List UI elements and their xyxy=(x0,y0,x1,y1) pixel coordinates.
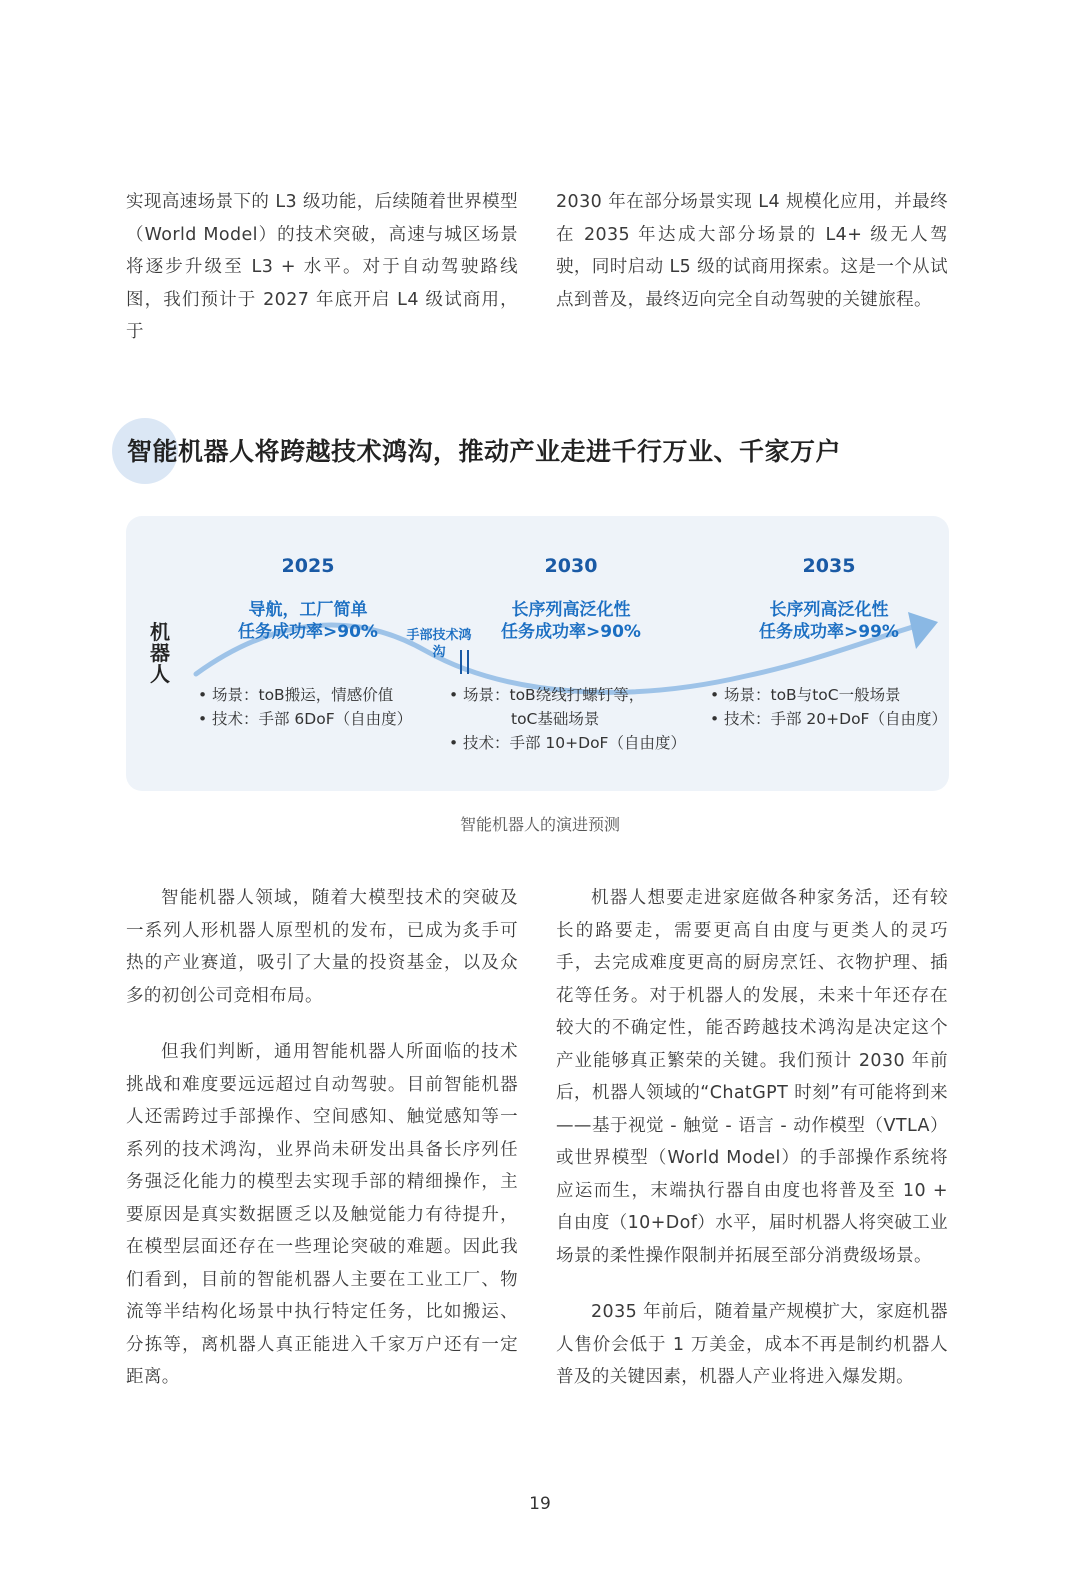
paragraph: 但我们判断，通用智能机器人所面临的技术挑战和难度要远远超过自动驾驶。目前智能机器人还需跨过手部操作、空间感知、触觉感知等一系列的技术鸿沟，业界尚未研发出具备长序列任务强泛化能力的模型去实现手部的精细操作，主要原因是真实数据匮乏以及触觉能力有待提升，在模型层面还存在一些理论突破的难题。因此我们看到，目前的智能机器人主要在工业工厂、物流等半结构化场景中执行特定任务，比如搬运、分拣等，离机器人真正能进入千家万户还有一定距离。 xyxy=(126,1042,518,1387)
stage-details xyxy=(198,683,412,731)
paragraph: 2030 年在部分场景实现 L4 规模化应用，并最终在 2035 年达成大部分场景的 L4+ 级无人驾驶，同时启动 L5 级的试商用探索。这是一个从试点到普及，最终迈向完全自动驾驶的关键旅程。 xyxy=(556,192,948,310)
section-heading xyxy=(112,418,1012,484)
scene-item-continued: toC基础场景 xyxy=(511,710,600,728)
paragraph: 智能机器人领域，随着大模型技术的突破及一系列人形机器人原型机的发布，已成为炙手可热的产业赛道，吸引了大量的投资基金，以及众多的初创公司竞相布局。 xyxy=(126,888,518,1006)
scene-item: • 场景：toB与toC一般场景 xyxy=(710,683,947,707)
stage-details xyxy=(710,683,947,731)
goal-line: 任务成功率>99% xyxy=(759,622,899,642)
stage-details xyxy=(449,683,686,755)
bottom-left-text xyxy=(126,882,518,1394)
goal-line: 任务成功率>90% xyxy=(501,622,641,642)
bottom-right-text xyxy=(556,882,948,1394)
figure-caption: 智能机器人的演进预测 xyxy=(459,815,620,834)
paragraph: 机器人想要走进家庭做各种家务活，还有较长的路要走，需要更高自由度与更类人的灵巧手，去完成难度更高的厨房烹饪、衣物护理、插花等任务。对于机器人的发展，未来十年还存在较大的不确定性，能否跨越技术鸿沟是决定这个产业能够真正繁荣的关键。我们预计 2030 年前后，机器人领域的“ChatGPT 时刻”有可能将到来——基于视觉 - 触觉 - 语言 - 动作模型（VTLA）或世界模型（World Model）的手部操作系统将应运而生，末端执行器自由度也将普及至 10 + 自由度（10+Dof）水平，届时机器人将突破工业场景的柔性操作限制并拓展至部分消费级场景。 xyxy=(556,888,948,1266)
goal-line: 长序列高泛化性 xyxy=(769,600,889,620)
stage-goal xyxy=(451,599,691,643)
year-label: 2035 xyxy=(802,555,856,577)
paragraph: 实现高速场景下的 L3 级功能，后续随着世界模型（World Model）的技术突破，高速与城区场景将逐步升级至 L3 + 水平。对于自动驾驶路线图，我们预计于 2027 年底开启 L4 级试商用，于 xyxy=(126,192,518,342)
tech-item: • 技术：手部 20+DoF（自由度） xyxy=(710,707,947,731)
section-title: 智能机器人将跨越技术鸿沟，推动产业走进千行万业、千家万户 xyxy=(127,437,842,466)
stage-goal xyxy=(188,599,428,643)
tech-item: • 技术：手部 10+DoF（自由度） xyxy=(449,731,686,755)
goal-line: 长序列高泛化性 xyxy=(511,600,631,620)
gap-label: 手部技术鸿沟 xyxy=(406,628,472,660)
top-right-text xyxy=(556,186,948,316)
row-label-robot: 机器人 xyxy=(150,620,170,686)
goal-line: 导航，工厂简单 xyxy=(248,600,368,620)
scene-item: • 场景：toB搬运，情感价值 xyxy=(198,683,412,707)
scene-item: • 场景：toB绕线打螺钉等， xyxy=(449,683,686,707)
top-left-text xyxy=(126,186,518,349)
page-number: 19 xyxy=(529,1494,551,1514)
paragraph: 2035 年前后，随着量产规模扩大，家庭机器人售价会低于 1 万美金，成本不再是制约机器人普及的关键因素，机器人产业将进入爆发期。 xyxy=(556,1302,948,1387)
year-label: 2030 xyxy=(544,555,598,577)
stage-goal xyxy=(709,599,949,643)
robot-roadmap-figure xyxy=(126,516,949,791)
year-label: 2025 xyxy=(281,555,335,577)
tech-item: • 技术：手部 6DoF（自由度） xyxy=(198,707,412,731)
goal-line: 任务成功率>90% xyxy=(238,622,378,642)
